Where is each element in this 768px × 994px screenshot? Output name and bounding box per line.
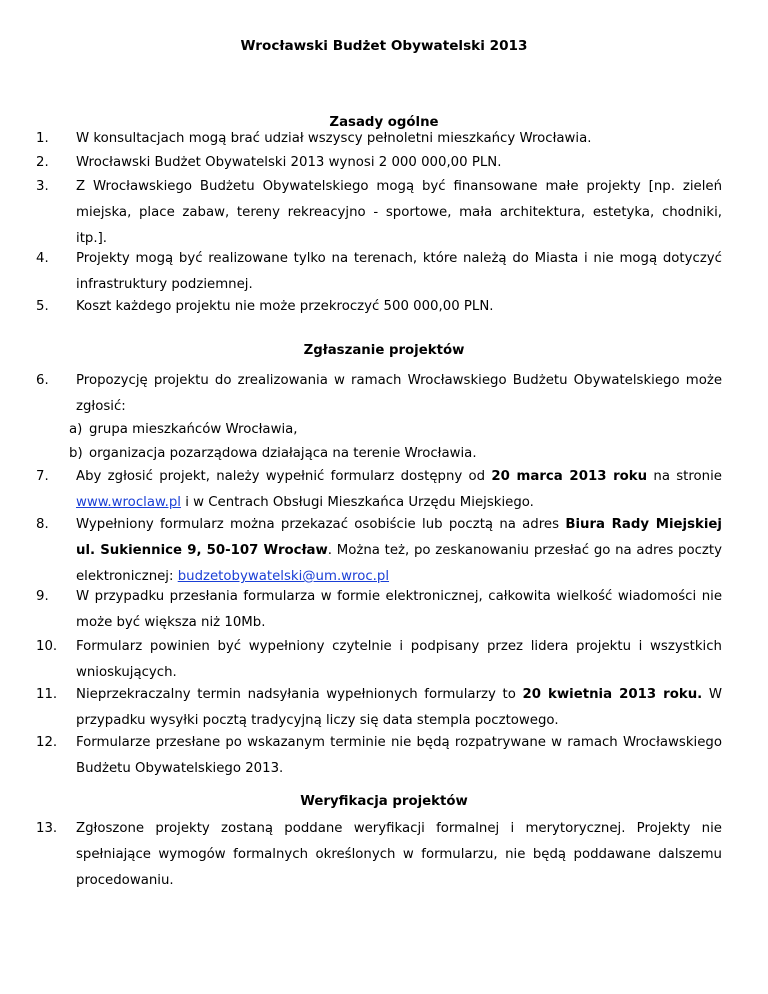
- item-text: Formularz powinien być wypełniony czytelnie i podpisany przez lidera projektu i wszystkich wnioskujących.: [76, 639, 722, 680]
- list-item-5: [36, 294, 722, 320]
- item-number: 4.: [36, 251, 49, 266]
- item-text-part: i w Centrach Obsługi Mieszkańca Urzędu Miejskiego.: [181, 495, 534, 510]
- item-text-part: Aby zgłosić projekt, należy wypełnić formularz dostępny od: [76, 469, 492, 484]
- website-link[interactable]: www.wroclaw.pl: [76, 495, 181, 510]
- list-item-10: [36, 634, 722, 686]
- item-number: 8.: [36, 517, 49, 532]
- item-number: 2.: [36, 155, 49, 170]
- item-text: W konsultacjach mogą brać udział wszyscy pełnoletni mieszkańcy Wrocławia.: [76, 131, 592, 146]
- list-item-11: [36, 682, 722, 734]
- item-number: 3.: [36, 179, 49, 194]
- item-number: 1.: [36, 131, 49, 146]
- list-item-9: [36, 584, 722, 636]
- item-number: 13.: [36, 821, 58, 836]
- section-heading-submission: Zgłaszanie projektów: [303, 343, 465, 358]
- item-bold-date: 20 marca 2013 roku: [491, 469, 648, 484]
- item-number: 5.: [36, 299, 49, 314]
- list-item-7: [36, 464, 722, 516]
- item-text: Formularze przesłane po wskazanym terminie nie będą rozpatrywane w ramach Wrocławskiego Budżetu Obywatelskiego 2013.: [76, 735, 722, 776]
- sub-item-text: grupa mieszkańców Wrocławia,: [89, 422, 298, 437]
- list-item-4: [36, 246, 722, 298]
- item-text: [76, 682, 722, 734]
- item-text-part: . Można też, po zeskanowaniu przesłać go na adres poczty elektronicznej:: [76, 543, 722, 584]
- item-text: Propozycję projektu do zrealizowania w ramach Wrocławskiego Budżetu Obywatelskiego może zgłosić:: [76, 373, 722, 414]
- list-item-13: [36, 816, 722, 894]
- item-number: 6.: [36, 373, 49, 388]
- item-text: W przypadku przesłania formularza w formie elektronicznej, całkowita wielkość wiadomości nie może być większa niż 10Mb.: [76, 589, 722, 630]
- list-item-3: [36, 174, 722, 252]
- item-text: Koszt każdego projektu nie może przekroczyć 500 000,00 PLN.: [76, 299, 494, 314]
- list-item-2: [36, 150, 722, 176]
- document-title: Wrocławski Budżet Obywatelski 2013: [240, 38, 528, 54]
- item-number: 7.: [36, 469, 49, 484]
- item-number: 12.: [36, 735, 58, 750]
- item-number: 9.: [36, 589, 49, 604]
- list-item-1: [36, 126, 722, 152]
- section-heading-general: Zasady ogólne: [329, 115, 439, 130]
- item-number: 10.: [36, 639, 58, 654]
- item-number: 11.: [36, 687, 58, 702]
- item-text: Zgłoszone projekty zostaną poddane weryfikacji formalnej i merytorycznej. Projekty nie spełniające wymogów formalnych określonych w formularzu, nie będą poddawane dalszemu procedowaniu.: [76, 821, 722, 888]
- email-link[interactable]: budzetobywatelski@um.wroc.pl: [177, 569, 390, 584]
- item-text-part: Nieprzekraczalny termin nadsyłania wypełnionych formularzy to: [76, 687, 523, 702]
- sub-item-text: organizacja pozarządowa działająca na terenie Wrocławia.: [89, 446, 477, 461]
- item-text: [76, 512, 722, 590]
- list-item-12: [36, 730, 722, 782]
- item-text-part: na stronie: [647, 469, 722, 484]
- item-text: Projekty mogą być realizowane tylko na terenach, które należą do Miasta i nie mogą dotyczyć infrastruktury podziemnej.: [76, 251, 722, 292]
- list-item-8: [36, 512, 722, 590]
- section-heading-verification: Weryfikacja projektów: [300, 794, 468, 809]
- item-bold-deadline: 20 kwietnia 2013 roku.: [522, 687, 703, 702]
- item-text-part: Wypełniony formularz można przekazać osobiście lub pocztą na adres: [76, 517, 566, 532]
- sub-item-b: [69, 442, 477, 466]
- item-text: [76, 464, 722, 516]
- list-item-6: [36, 368, 722, 420]
- item-text: Z Wrocławskiego Budżetu Obywatelskiego mogą być finansowane małe projekty [np. zieleń miejska, place zabaw, tereny rekreacyjno - sportowe, mała architektura, estetyka, chodniki, itp.].: [76, 179, 722, 246]
- item-bold-address: Biura Rady Miejskiej ul. Sukiennice 9, 50-107 Wrocław: [76, 517, 722, 558]
- item-text-part: W przypadku wysyłki pocztą tradycyjną liczy się data stempla pocztowego.: [76, 687, 722, 728]
- sub-item-letter: a): [69, 422, 83, 437]
- sub-item-letter: b): [69, 446, 83, 461]
- item-text: Wrocławski Budżet Obywatelski 2013 wynosi 2 000 000,00 PLN.: [76, 155, 502, 170]
- sub-item-a: [69, 418, 298, 442]
